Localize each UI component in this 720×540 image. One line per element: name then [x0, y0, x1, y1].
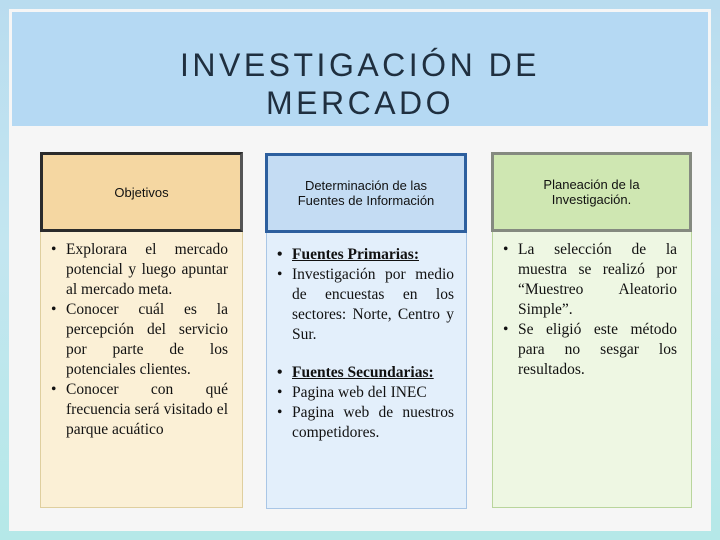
list-item: • Se eligió este método para no sesgar los resultados. [501, 320, 677, 380]
fuentes-body [266, 233, 467, 509]
objetivos-heading: Objetivos [114, 184, 169, 200]
fuentes-heading: Determinación de las Fuentes de Información [297, 178, 435, 208]
fuentes-secundarias-list [275, 363, 454, 443]
fuentes-primarias-label: • Fuentes Primarias: [275, 245, 454, 265]
objetivos-body [40, 232, 243, 508]
slide-title [12, 46, 708, 122]
planeacion-body [492, 232, 692, 508]
planeacion-list [501, 240, 677, 380]
list-item: • Explorara el mercado potencial y luego apuntar al mercado meta. [49, 240, 228, 300]
list-item: • Pagina web de nuestros competidores. [275, 403, 454, 443]
list-item: • Pagina web del INEC [275, 383, 454, 403]
list-item: • Investigación por medio de encuestas en los sectores: Norte, Centro y Sur. [275, 265, 454, 345]
fuentes-secundarias-label: • Fuentes Secundarias: [275, 363, 454, 383]
fuentes-header [265, 153, 467, 233]
list-item: • Conocer cuál es la percepción del servicio por parte de los potenciales clientes. [49, 300, 228, 380]
slide-title-line-2: MERCADO [265, 85, 455, 121]
objetivos-header [40, 152, 243, 232]
planeacion-header [491, 152, 692, 232]
planeacion-heading: Planeación de la Investigación. [543, 177, 640, 207]
slide-title-line-1: INVESTIGACIÓN DE [179, 47, 541, 83]
list-item: • La selección de la muestra se realizó por “Muestreo Aleatorio Simple”. [501, 240, 677, 320]
objetivos-list [49, 240, 228, 440]
list-item: • Conocer con qué frecuencia será visitado el parque acuático [49, 380, 228, 440]
fuentes-primarias-list [275, 245, 454, 345]
title-band [12, 12, 708, 126]
